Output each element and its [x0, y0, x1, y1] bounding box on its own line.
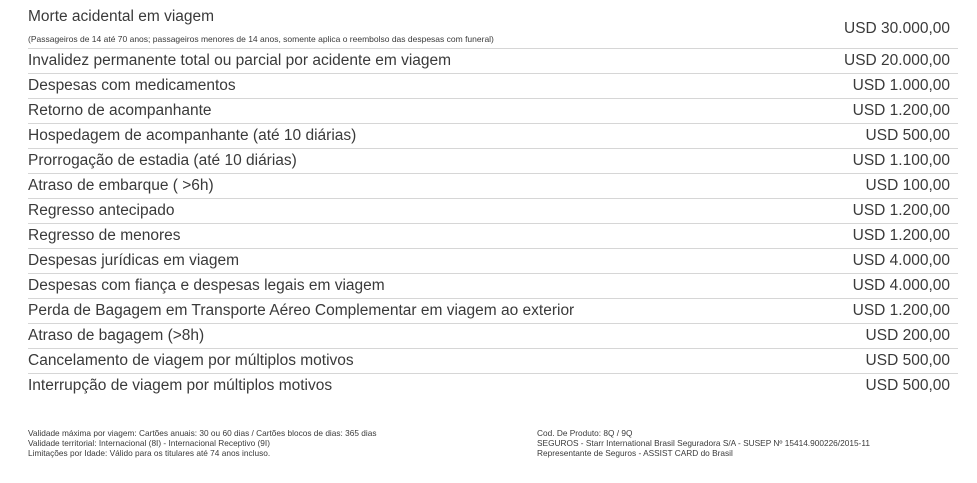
- footer-line: Limitações por Idade: Válido para os titulares até 74 anos incluso.: [28, 447, 271, 458]
- footer-line: SEGUROS - Starr International Brasil Seguradora S/A - SUSEP Nº 15414.900226/2015-11: [537, 437, 870, 448]
- coverage-label: Regresso antecipado: [28, 202, 175, 219]
- coverage-row: [28, 274, 958, 299]
- coverage-value: USD 100,00: [865, 177, 950, 194]
- coverage-row: [28, 199, 958, 224]
- coverage-value: USD 1.100,00: [852, 152, 950, 169]
- coverage-row: [28, 249, 958, 274]
- coverage-row: [28, 299, 958, 324]
- coverage-value: USD 1.200,00: [852, 102, 950, 119]
- coverage-value: USD 1.200,00: [852, 202, 950, 219]
- coverage-value: USD 4.000,00: [852, 277, 950, 294]
- coverage-value: USD 20.000,00: [844, 52, 950, 69]
- coverage-value: USD 500,00: [865, 377, 950, 394]
- coverage-row: [28, 374, 958, 398]
- coverage-label: Cancelamento de viagem por múltiplos motivos: [28, 352, 354, 369]
- footer-line: Representante de Seguros - ASSIST CARD do Brasil: [537, 447, 733, 458]
- coverage-label: Atraso de bagagem (>8h): [28, 327, 205, 344]
- coverage-value: USD 1.000,00: [852, 77, 950, 94]
- coverage-value: USD 200,00: [865, 327, 950, 344]
- coverage-row: [28, 74, 958, 99]
- coverage-label: Invalidez permanente total ou parcial por acidente em viagem: [28, 52, 452, 69]
- coverage-label: Interrupção de viagem por múltiplos motivos: [28, 377, 333, 394]
- coverage-label: Perda de Bagagem em Transporte Aéreo Complementar em viagem ao exterior: [28, 302, 575, 319]
- coverage-row: [28, 99, 958, 124]
- footer-validity-info: [28, 429, 377, 458]
- footer-line: Validade máxima por viagem: Cartões anuais: 30 ou 60 dias / Cartões blocos de dias: 365 dias: [28, 428, 377, 438]
- footer-line: Validade territorial: Internacional (8I) - Internacional Receptivo (9I): [28, 437, 270, 448]
- coverage-label: Regresso de menores: [28, 227, 181, 244]
- coverage-label: Prorrogação de estadia (até 10 diárias): [28, 152, 297, 169]
- coverage-label: Morte acidental em viagem: [28, 8, 215, 25]
- coverage-value: USD 4.000,00: [852, 252, 950, 269]
- coverage-value: USD 500,00: [865, 352, 950, 369]
- coverage-table: [28, 6, 958, 398]
- coverage-row: [28, 224, 958, 249]
- coverage-row-accidental-death: [28, 6, 958, 49]
- coverage-value: USD 1.200,00: [852, 227, 950, 244]
- coverage-label: Retorno de acompanhante: [28, 102, 212, 119]
- coverage-label: Despesas com fiança e despesas legais em viagem: [28, 277, 385, 294]
- footer-product-info: [537, 429, 870, 458]
- coverage-label: Atraso de embarque ( >6h): [28, 177, 214, 194]
- coverage-row: [28, 124, 958, 149]
- footer-line: Cod. De Produto: 8Q / 9Q: [537, 428, 633, 438]
- coverage-value: USD 30.000,00: [844, 20, 950, 37]
- coverage-row: [28, 349, 958, 374]
- coverage-value: USD 1.200,00: [852, 302, 950, 319]
- coverage-row: [28, 49, 958, 74]
- coverage-value: USD 500,00: [865, 127, 950, 144]
- coverage-row: [28, 174, 958, 199]
- coverage-label: Despesas jurídicas em viagem: [28, 252, 240, 269]
- coverage-note: (Passageiros de 14 até 70 anos; passageiros menores de 14 anos, somente aplica o reembolso das despesas com funeral): [28, 34, 494, 44]
- coverage-label: Despesas com medicamentos: [28, 77, 236, 94]
- coverage-label: Hospedagem de acompanhante (até 10 diárias): [28, 127, 357, 144]
- coverage-row: [28, 149, 958, 174]
- coverage-row: [28, 324, 958, 349]
